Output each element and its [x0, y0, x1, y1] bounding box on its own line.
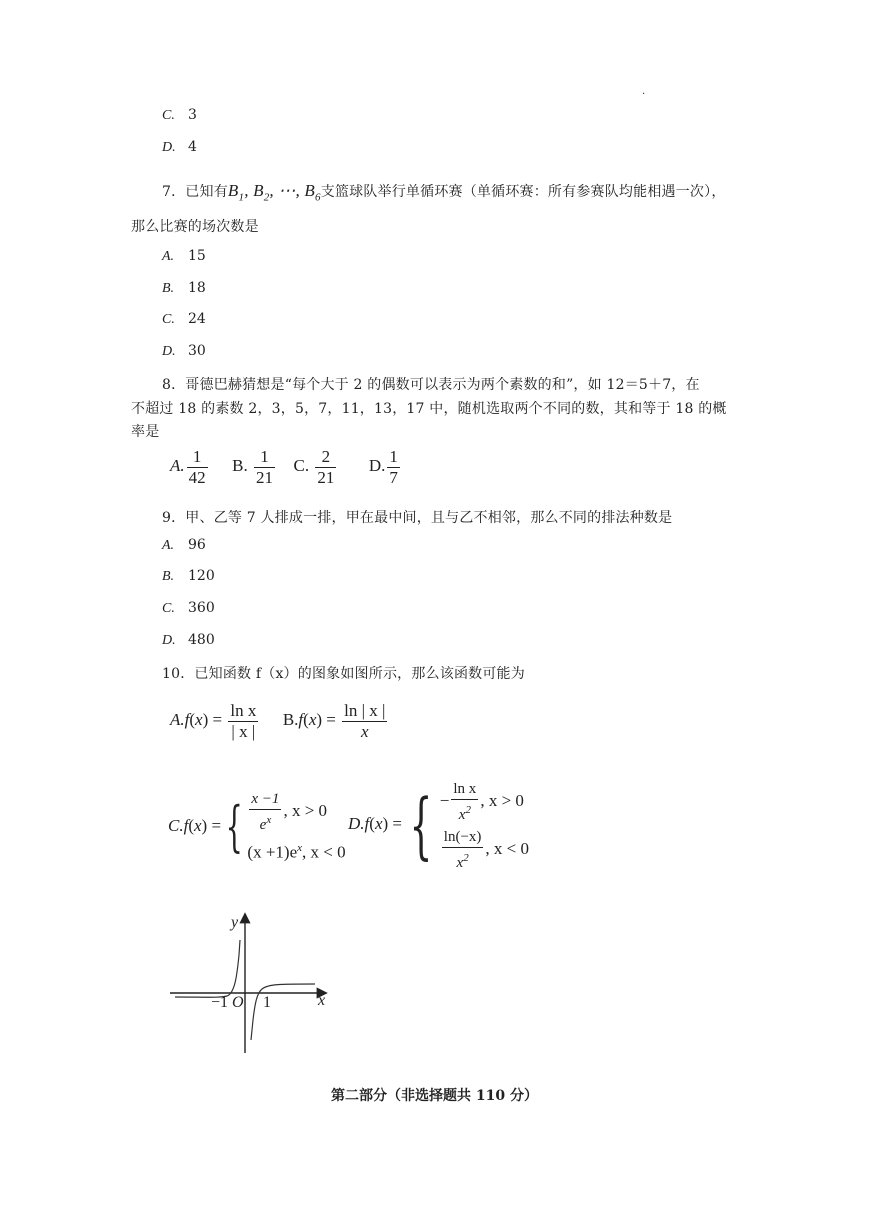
option-letter: A.	[162, 538, 175, 553]
option-text: 30	[188, 343, 206, 359]
option-text: 360	[188, 600, 215, 616]
q8-options-row	[170, 448, 402, 487]
option-text: 3	[188, 107, 197, 123]
function-graph	[165, 905, 345, 1060]
q6-option-c[interactable]	[162, 107, 197, 124]
option-letter: D.	[162, 633, 176, 648]
option-letter: B.	[162, 569, 175, 584]
option-letter: A.	[162, 249, 175, 264]
option-text: 120	[188, 568, 215, 584]
q9-stem: 9．甲、乙等 7 人排成一排，甲在最中间，且与乙不相邻，那么不同的排法种数是	[162, 510, 673, 526]
option-letter: B.	[162, 281, 175, 296]
option-letter: C.	[162, 312, 175, 327]
left-branch-curve	[175, 940, 240, 997]
q10-option-d[interactable]: D.f(x) = { − $\frac{\text{ln x}}{x^2}$ , x > 0 $\frac{\ln(-x)}{x^2}$ , x < 0	[348, 781, 530, 871]
option-text: 24	[188, 311, 206, 327]
q7-stem-line1	[162, 181, 726, 203]
y-axis-label: y	[231, 914, 239, 931]
header-dot: .	[642, 86, 646, 97]
section-title: 第二部分（非选择题共 110 分）	[331, 1088, 538, 1104]
q10-option-a[interactable]: A.f(x) = $\frac{\text{ln x}}{| x |}$	[170, 701, 257, 741]
q10-stem: 10．已知函数 f（x）的图象如图所示，那么该函数可能为	[162, 666, 525, 682]
q7-teams-math: $B_1$, $B_2$, ⋯, $B_6$	[227, 181, 321, 204]
left-brace: {	[225, 795, 243, 858]
q7-post: 支篮球队举行单循环赛（单循环赛：所有参赛队均能相遇一次），	[320, 184, 726, 200]
tick-one: 1	[263, 994, 271, 1011]
q7-stem-line2: 那么比赛的场次数是	[131, 219, 259, 235]
q8-stem-line2: 不超过 18 的素数 2，3，5，7，11，13，17 中，随机选取两个不同的数，其和等于 18 的概	[131, 401, 727, 417]
option-letter: D.	[162, 344, 176, 359]
q10-options-ab	[170, 702, 389, 741]
tick-minus-one: −1	[211, 994, 229, 1011]
origin-label: O	[232, 994, 244, 1011]
option-text: 18	[188, 280, 206, 296]
option-text: 96	[188, 537, 206, 553]
q9-option-b[interactable]	[162, 568, 215, 585]
q8-option-d[interactable]: D. $\frac{1}{7}$	[368, 447, 398, 487]
q9-option-d[interactable]	[162, 632, 215, 649]
q10-option-b[interactable]: B.f(x) = $\frac{\ln | x |}{x}$	[282, 701, 386, 741]
q8-stem-line1: 8．哥德巴赫猜想是“每个大于 2 的偶数可以表示为两个素数的和”，如 12＝5＋7，在	[162, 377, 700, 393]
q8-option-b[interactable]: B. $\frac{1}{21}$	[232, 447, 273, 487]
q9-option-c[interactable]	[162, 600, 215, 617]
q7-option-d[interactable]	[162, 343, 206, 360]
option-letter: C.	[162, 601, 175, 616]
option-text: 480	[188, 632, 215, 648]
q7-option-a[interactable]	[162, 248, 206, 265]
option-letter: D.	[162, 140, 176, 155]
q8-option-c[interactable]: C. $\frac{2}{21}$	[293, 447, 335, 487]
q8-option-a[interactable]: A. $\frac{1}{42}$	[170, 447, 206, 487]
x-axis-label: x	[318, 992, 326, 1009]
q7-option-b[interactable]	[162, 280, 206, 297]
left-brace: {	[409, 783, 433, 867]
q9-option-a[interactable]	[162, 537, 206, 554]
q8-stem-line3: 率是	[131, 424, 160, 440]
q10-option-c[interactable]: C.f(x) ={ $\frac{x -1}{e^x}$ , x > 0 $(x +1)e^x$, x < 0	[168, 791, 346, 862]
option-text: 4	[188, 139, 197, 155]
q6-option-d[interactable]	[162, 139, 197, 156]
q7-option-c[interactable]	[162, 311, 206, 328]
option-letter: C.	[162, 108, 175, 123]
q7-pre: 7．已知有	[162, 184, 228, 200]
option-text: 15	[188, 248, 206, 264]
